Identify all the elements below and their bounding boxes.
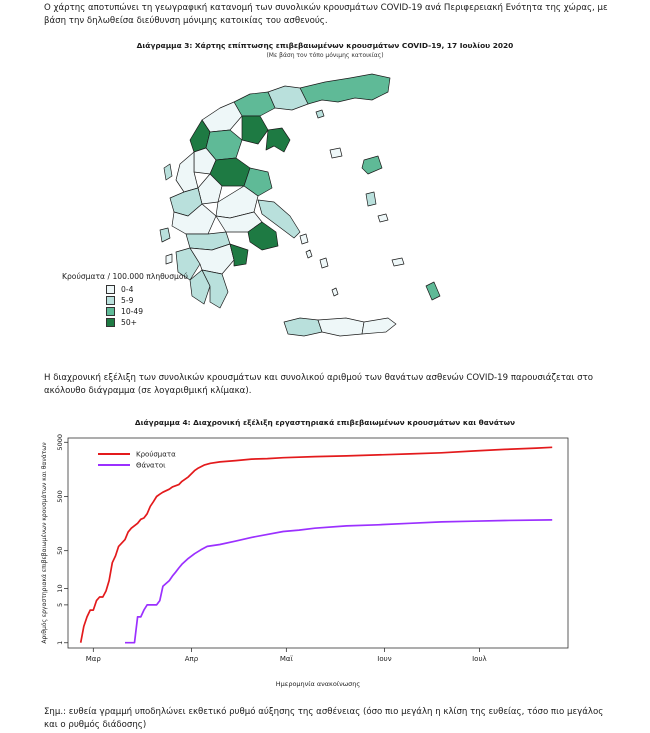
trend-paragraph: Η διαχρονική εξέλιξη των συνολικών κρουσμάτων και συνολικού αριθμού των θανάτων ασθενών COVID-19 παρουσιάζεται στο ακόλουθο διάγραμμα (σε λογαριθμική κλίμακα). [44,373,594,396]
y-tick-label: 500 [56,490,64,503]
legend-label: 50+ [121,318,138,327]
legend-swatch [106,318,115,327]
island-samos [378,214,388,222]
island-kos [392,258,404,266]
y-tick-label: 50 [56,546,64,555]
island-santorini [332,288,338,296]
region-thrace [300,74,390,104]
map-legend [62,272,188,328]
chart-legend-label: Θάνατοι [136,461,166,470]
island-lesvos [362,156,382,174]
region-crete-west [284,318,322,336]
legend-label: 5-9 [121,296,134,305]
legend-swatch [106,285,115,294]
region-chalkidiki [266,128,290,152]
chart-svg [38,430,618,692]
x-axis-label: Ημερομηνία ανακοίνωσης [275,680,361,688]
region-crete-central [318,318,364,336]
x-tick-label: Μαϊ [279,655,293,663]
island-kefalonia [160,228,170,242]
series-line-cases [81,447,553,642]
island-naxos [320,258,328,268]
map-figure-title: Διάγραμμα 3: Χάρτης επίπτωσης επιβεβαιωμένων κρουσμάτων COVID-19, 17 Ιουλίου 2020 [136,41,514,50]
chart-figure-title: Διάγραμμα 4: Διαχρονική εξέλιξη εργαστηριακά επιβεβαιωμένων κρουσμάτων και θανάτων [134,418,516,427]
y-axis-label: Αριθμός εργαστηριακά επιβεβαιωμένων κρουσμάτων και θανάτων [41,442,48,644]
x-tick-label: Ιουλ [472,655,487,663]
note-paragraph: Σημ.: ευθεία γραμμή υποδηλώνει εκθετικό ρυθμό αύξησης της ασθένειας (όσο πιο μεγάλη η κλίση της ευθείας, τόσο πιο μεγάλος και ο ρυθμός διάδοσης) [44,707,604,730]
region-western-macedonia [202,102,242,132]
island-limnos [330,148,342,158]
legend-swatch [106,296,115,305]
intro-paragraph: Ο χάρτης αποτυπώνει τη γεωγραφική κατανομή των συνολικών κρουσμάτων COVID-19 ανά Περιφερειακή Ενότητα της χώρας, με βάση την δηλωθείσα διεύθυνση μόνιμης κατοικίας του ασθενούς. [44,3,608,26]
y-tick-label: 5000 [56,434,64,451]
legend-swatch [106,307,115,316]
legend-item [106,295,188,306]
legend-item [106,306,188,317]
legend-label: 0-4 [121,285,134,294]
y-tick-label: 10 [56,584,64,593]
greece-choropleth-map [150,60,450,360]
chart-legend-label: Κρούσματα [136,450,176,459]
island-corfu [164,164,172,180]
map-svg [150,60,450,360]
region-argolida [230,244,248,266]
island-rhodes [426,282,440,300]
map-figure-subtitle: (Με βάση τον τόπο μόνιμης κατοικίας) [266,52,384,59]
y-tick-label: 5 [56,602,64,607]
legend-item [106,284,188,295]
island-andros [300,234,308,244]
legend-item [106,317,188,328]
x-tick-label: Μαρ [85,655,101,663]
plot-frame [68,438,568,648]
y-tick-label: 1 [56,640,64,645]
island-syros [306,250,312,258]
cases-deaths-chart [38,430,618,692]
region-thessaloniki [242,116,268,144]
x-tick-label: Απρ [184,655,199,663]
x-tick-label: Ιουν [377,655,392,663]
island-thasos [316,110,324,118]
series-line-deaths [125,520,552,643]
region-crete-east [362,318,396,334]
legend-title: Κρούσματα / 100.000 πληθυσμού [62,272,188,281]
island-chios [366,192,376,206]
island-zakynthos [166,254,172,264]
legend-label: 10-49 [121,307,144,316]
